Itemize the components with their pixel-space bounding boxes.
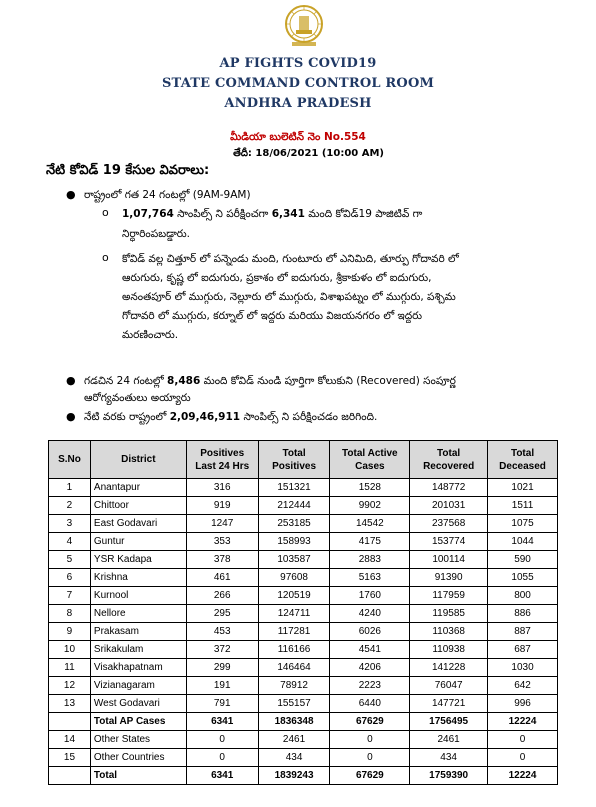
cell-total-positives: 2461 [258, 731, 330, 749]
cell-active-cases: 0 [330, 749, 410, 767]
cell-sno: 2 [49, 497, 91, 515]
recovered-line-2: ఆరోగ్యవంతులు అయ్యారు [84, 392, 191, 404]
cell-recovered: 1759390 [410, 767, 488, 785]
bulletin-number: మీడియా బులెటిన్ నెం No.554 [230, 131, 366, 143]
cell-district: West Godavari [90, 695, 186, 713]
table-row [49, 533, 558, 551]
cell-sno [49, 767, 91, 785]
cell-active-cases: 1760 [330, 587, 410, 605]
cell-positives-24h: 461 [186, 569, 258, 587]
district-cases-table [48, 440, 558, 785]
col-header-district: District [90, 441, 186, 479]
grand-total-row [49, 767, 558, 785]
table-row [49, 677, 558, 695]
cell-active-cases: 0 [330, 731, 410, 749]
deaths-line-2: ఆరుగురు, కృష్ణ లో ఐదుగురు, ప్రకాశం లో ఐదుగురు, శ్రీకాకుళం లో ఐదుగురు, [122, 272, 432, 284]
samples-tested-line-2: నిర్ధారింపబడ్డారు. [122, 228, 191, 240]
cell-sno [49, 713, 91, 731]
samples-tested-count: 1,07,764 [122, 208, 174, 220]
cell-sno: 15 [49, 749, 91, 767]
cell-active-cases: 4206 [330, 659, 410, 677]
cell-recovered: 91390 [410, 569, 488, 587]
cell-deceased: 1030 [488, 659, 558, 677]
header-state: ANDHRA PRADESH [224, 96, 372, 111]
cell-deceased: 687 [488, 641, 558, 659]
cell-district: Visakhapatnam [90, 659, 186, 677]
cell-deceased: 12224 [488, 767, 558, 785]
andhra-pradesh-emblem-icon [284, 4, 324, 48]
cell-deceased: 1511 [488, 497, 558, 515]
cell-positives-24h: 191 [186, 677, 258, 695]
cell-total-positives: 116166 [258, 641, 330, 659]
cell-positives-24h: 919 [186, 497, 258, 515]
cell-deceased: 0 [488, 731, 558, 749]
cell-district: Srikakulam [90, 641, 186, 659]
cell-positives-24h: 299 [186, 659, 258, 677]
cell-deceased: 1075 [488, 515, 558, 533]
samples-tested-text: సాంపిల్స్ ని పరీక్షించగా [173, 208, 272, 220]
cell-total-positives: 1839243 [258, 767, 330, 785]
cell-sno: 14 [49, 731, 91, 749]
cell-recovered: 2461 [410, 731, 488, 749]
cell-active-cases: 4240 [330, 605, 410, 623]
cell-total-positives: 117281 [258, 623, 330, 641]
cell-recovered: 237568 [410, 515, 488, 533]
header-subtitle: STATE COMMAND CONTROL ROOM [161, 76, 435, 91]
cell-recovered: 141228 [410, 659, 488, 677]
cell-total-positives: 253185 [258, 515, 330, 533]
cell-total-positives: 97608 [258, 569, 330, 587]
cell-total-positives: 158993 [258, 533, 330, 551]
deaths-line-5: మరణించారు. [122, 329, 179, 341]
cell-recovered: 119585 [410, 605, 488, 623]
cell-recovered: 148772 [410, 479, 488, 497]
cell-recovered: 76047 [410, 677, 488, 695]
col-header-recovered: Total Recovered [410, 441, 488, 479]
col-header-deceased: Total Deceased [488, 441, 558, 479]
cell-sno: 13 [49, 695, 91, 713]
cell-district: YSR Kadapa [90, 551, 186, 569]
cell-sno: 10 [49, 641, 91, 659]
cell-active-cases: 67629 [330, 767, 410, 785]
cell-total-positives: 151321 [258, 479, 330, 497]
cell-positives-24h: 316 [186, 479, 258, 497]
col-header-active-cases: Total Active Cases [330, 441, 410, 479]
cell-district: Anantapur [90, 479, 186, 497]
cell-deceased: 887 [488, 623, 558, 641]
cell-active-cases: 9902 [330, 497, 410, 515]
cell-active-cases: 1528 [330, 479, 410, 497]
col-header-positives-24h: Positives Last 24 Hrs [186, 441, 258, 479]
cell-total-positives: 103587 [258, 551, 330, 569]
table-row [49, 569, 558, 587]
cell-active-cases: 6026 [330, 623, 410, 641]
cell-deceased: 0 [488, 749, 558, 767]
deaths-line-1: కోవిడ్ వల్ల చిత్తూర్ లో పన్నెండు మంది, గుంటూరు లో ఎనిమిది, తూర్పు గోదావరి లో [122, 253, 459, 265]
table-row [49, 695, 558, 713]
cell-sno: 7 [49, 587, 91, 605]
bullet-dot: ● [66, 188, 76, 201]
cell-district: Other States [90, 731, 186, 749]
bulletin-date: తేదీ: 18/06/2021 (10:00 AM) [233, 148, 384, 159]
cell-active-cases: 14542 [330, 515, 410, 533]
cell-sno: 5 [49, 551, 91, 569]
cell-district: Nellore [90, 605, 186, 623]
cell-total-positives: 78912 [258, 677, 330, 695]
cell-total-positives: 212444 [258, 497, 330, 515]
table-row [49, 641, 558, 659]
cell-active-cases: 4541 [330, 641, 410, 659]
cell-sno: 8 [49, 605, 91, 623]
cell-positives-24h: 0 [186, 749, 258, 767]
cell-total-positives: 146464 [258, 659, 330, 677]
table-row [49, 551, 558, 569]
table-row [49, 587, 558, 605]
cell-recovered: 117959 [410, 587, 488, 605]
cell-district: Krishna [90, 569, 186, 587]
cell-active-cases: 5163 [330, 569, 410, 587]
deaths-line-3: అనంతపూర్ లో ముగ్గురు, నెల్లూరు లో ముగ్గురు, విశాఖపట్నం లో ముగ్గురు, పశ్చిమ [122, 291, 456, 303]
cell-total-positives: 124711 [258, 605, 330, 623]
cumulative-text-b: సాంపిల్స్ ని పరీక్షించడం జరిగింది. [240, 411, 378, 423]
cell-deceased: 12224 [488, 713, 558, 731]
cell-district: East Godavari [90, 515, 186, 533]
cell-active-cases: 6440 [330, 695, 410, 713]
table-row [49, 515, 558, 533]
bullet-dot: ● [66, 410, 76, 423]
recovered-count: 8,486 [167, 375, 201, 387]
cell-sno: 1 [49, 479, 91, 497]
cell-deceased: 886 [488, 605, 558, 623]
cell-deceased: 590 [488, 551, 558, 569]
sub-bullet-marker: o [102, 251, 109, 264]
cell-recovered: 201031 [410, 497, 488, 515]
cumulative-samples-line [84, 408, 377, 427]
cumulative-text-a: నేటి వరకు రాష్ట్రంలో [84, 411, 170, 423]
cell-district: Chittoor [90, 497, 186, 515]
cell-sno: 9 [49, 623, 91, 641]
cell-positives-24h: 372 [186, 641, 258, 659]
cell-total-positives: 1836348 [258, 713, 330, 731]
cell-total-positives: 155157 [258, 695, 330, 713]
cell-recovered: 100114 [410, 551, 488, 569]
cell-district: Vizianagaram [90, 677, 186, 695]
cell-district: Total [90, 767, 186, 785]
samples-tested-line [122, 205, 422, 224]
positives-text: మంది కోవిడ్19 పాజిటివ్ గా [304, 208, 423, 220]
cell-sno: 11 [49, 659, 91, 677]
cell-positives-24h: 378 [186, 551, 258, 569]
cell-recovered: 110368 [410, 623, 488, 641]
cell-district: Prakasam [90, 623, 186, 641]
bullet-dot: ● [66, 374, 76, 387]
recovered-text-b: మంది కోవిడ్ నుండి పూర్తిగా కోలుకుని (Recovered) సంపూర్ణ [200, 375, 456, 387]
cell-positives-24h: 1247 [186, 515, 258, 533]
sub-bullet-marker: o [102, 206, 109, 219]
cell-deceased: 642 [488, 677, 558, 695]
total-ap-row [49, 713, 558, 731]
table-header-row [49, 441, 558, 479]
table-row [49, 659, 558, 677]
cell-deceased: 996 [488, 695, 558, 713]
recovered-text-a: గడచిన 24 గంటల్లో [84, 375, 168, 387]
cell-district: Guntur [90, 533, 186, 551]
section-heading: నేటి కోవిడ్ 19 కేసుల వివరాలు: [46, 163, 210, 178]
cell-positives-24h: 295 [186, 605, 258, 623]
cell-active-cases: 2223 [330, 677, 410, 695]
cell-total-positives: 434 [258, 749, 330, 767]
cell-recovered: 153774 [410, 533, 488, 551]
cell-recovered: 434 [410, 749, 488, 767]
cell-positives-24h: 353 [186, 533, 258, 551]
col-header-total-positives: Total Positives [258, 441, 330, 479]
cell-total-positives: 120519 [258, 587, 330, 605]
cell-sno: 12 [49, 677, 91, 695]
table-row [49, 497, 558, 515]
cell-deceased: 1021 [488, 479, 558, 497]
cumulative-samples-count: 2,09,46,911 [169, 411, 241, 423]
table-row [49, 605, 558, 623]
cell-recovered: 147721 [410, 695, 488, 713]
cell-recovered: 110938 [410, 641, 488, 659]
table-row [49, 623, 558, 641]
cell-positives-24h: 0 [186, 731, 258, 749]
cell-district: Kurnool [90, 587, 186, 605]
cell-sno: 3 [49, 515, 91, 533]
cell-recovered: 1756495 [410, 713, 488, 731]
cell-district: Other Countries [90, 749, 186, 767]
positives-count: 6,341 [271, 208, 305, 220]
cell-deceased: 1055 [488, 569, 558, 587]
cell-active-cases: 67629 [330, 713, 410, 731]
cell-positives-24h: 453 [186, 623, 258, 641]
header-title: AP FIGHTS COVID19 [219, 56, 377, 71]
cell-active-cases: 4175 [330, 533, 410, 551]
cell-sno: 4 [49, 533, 91, 551]
cell-positives-24h: 266 [186, 587, 258, 605]
deaths-line-4: గోదావరి లో ముగ్గురు, కర్నూల్ లో ఇద్దరు మరియు విజయనగరం లో ఇద్దరు [122, 310, 422, 322]
cell-positives-24h: 6341 [186, 767, 258, 785]
cell-district: Total AP Cases [90, 713, 186, 731]
table-row [49, 479, 558, 497]
cell-deceased: 1044 [488, 533, 558, 551]
cell-deceased: 800 [488, 587, 558, 605]
cell-sno: 6 [49, 569, 91, 587]
cell-positives-24h: 6341 [186, 713, 258, 731]
table-row [49, 749, 558, 767]
col-header-sno: S.No [49, 441, 91, 479]
bullet-1-intro: రాష్ట్రంలో గత 24 గంటల్లో (9AM-9AM) [84, 189, 251, 201]
cell-positives-24h: 791 [186, 695, 258, 713]
table-row [49, 731, 558, 749]
cell-active-cases: 2883 [330, 551, 410, 569]
